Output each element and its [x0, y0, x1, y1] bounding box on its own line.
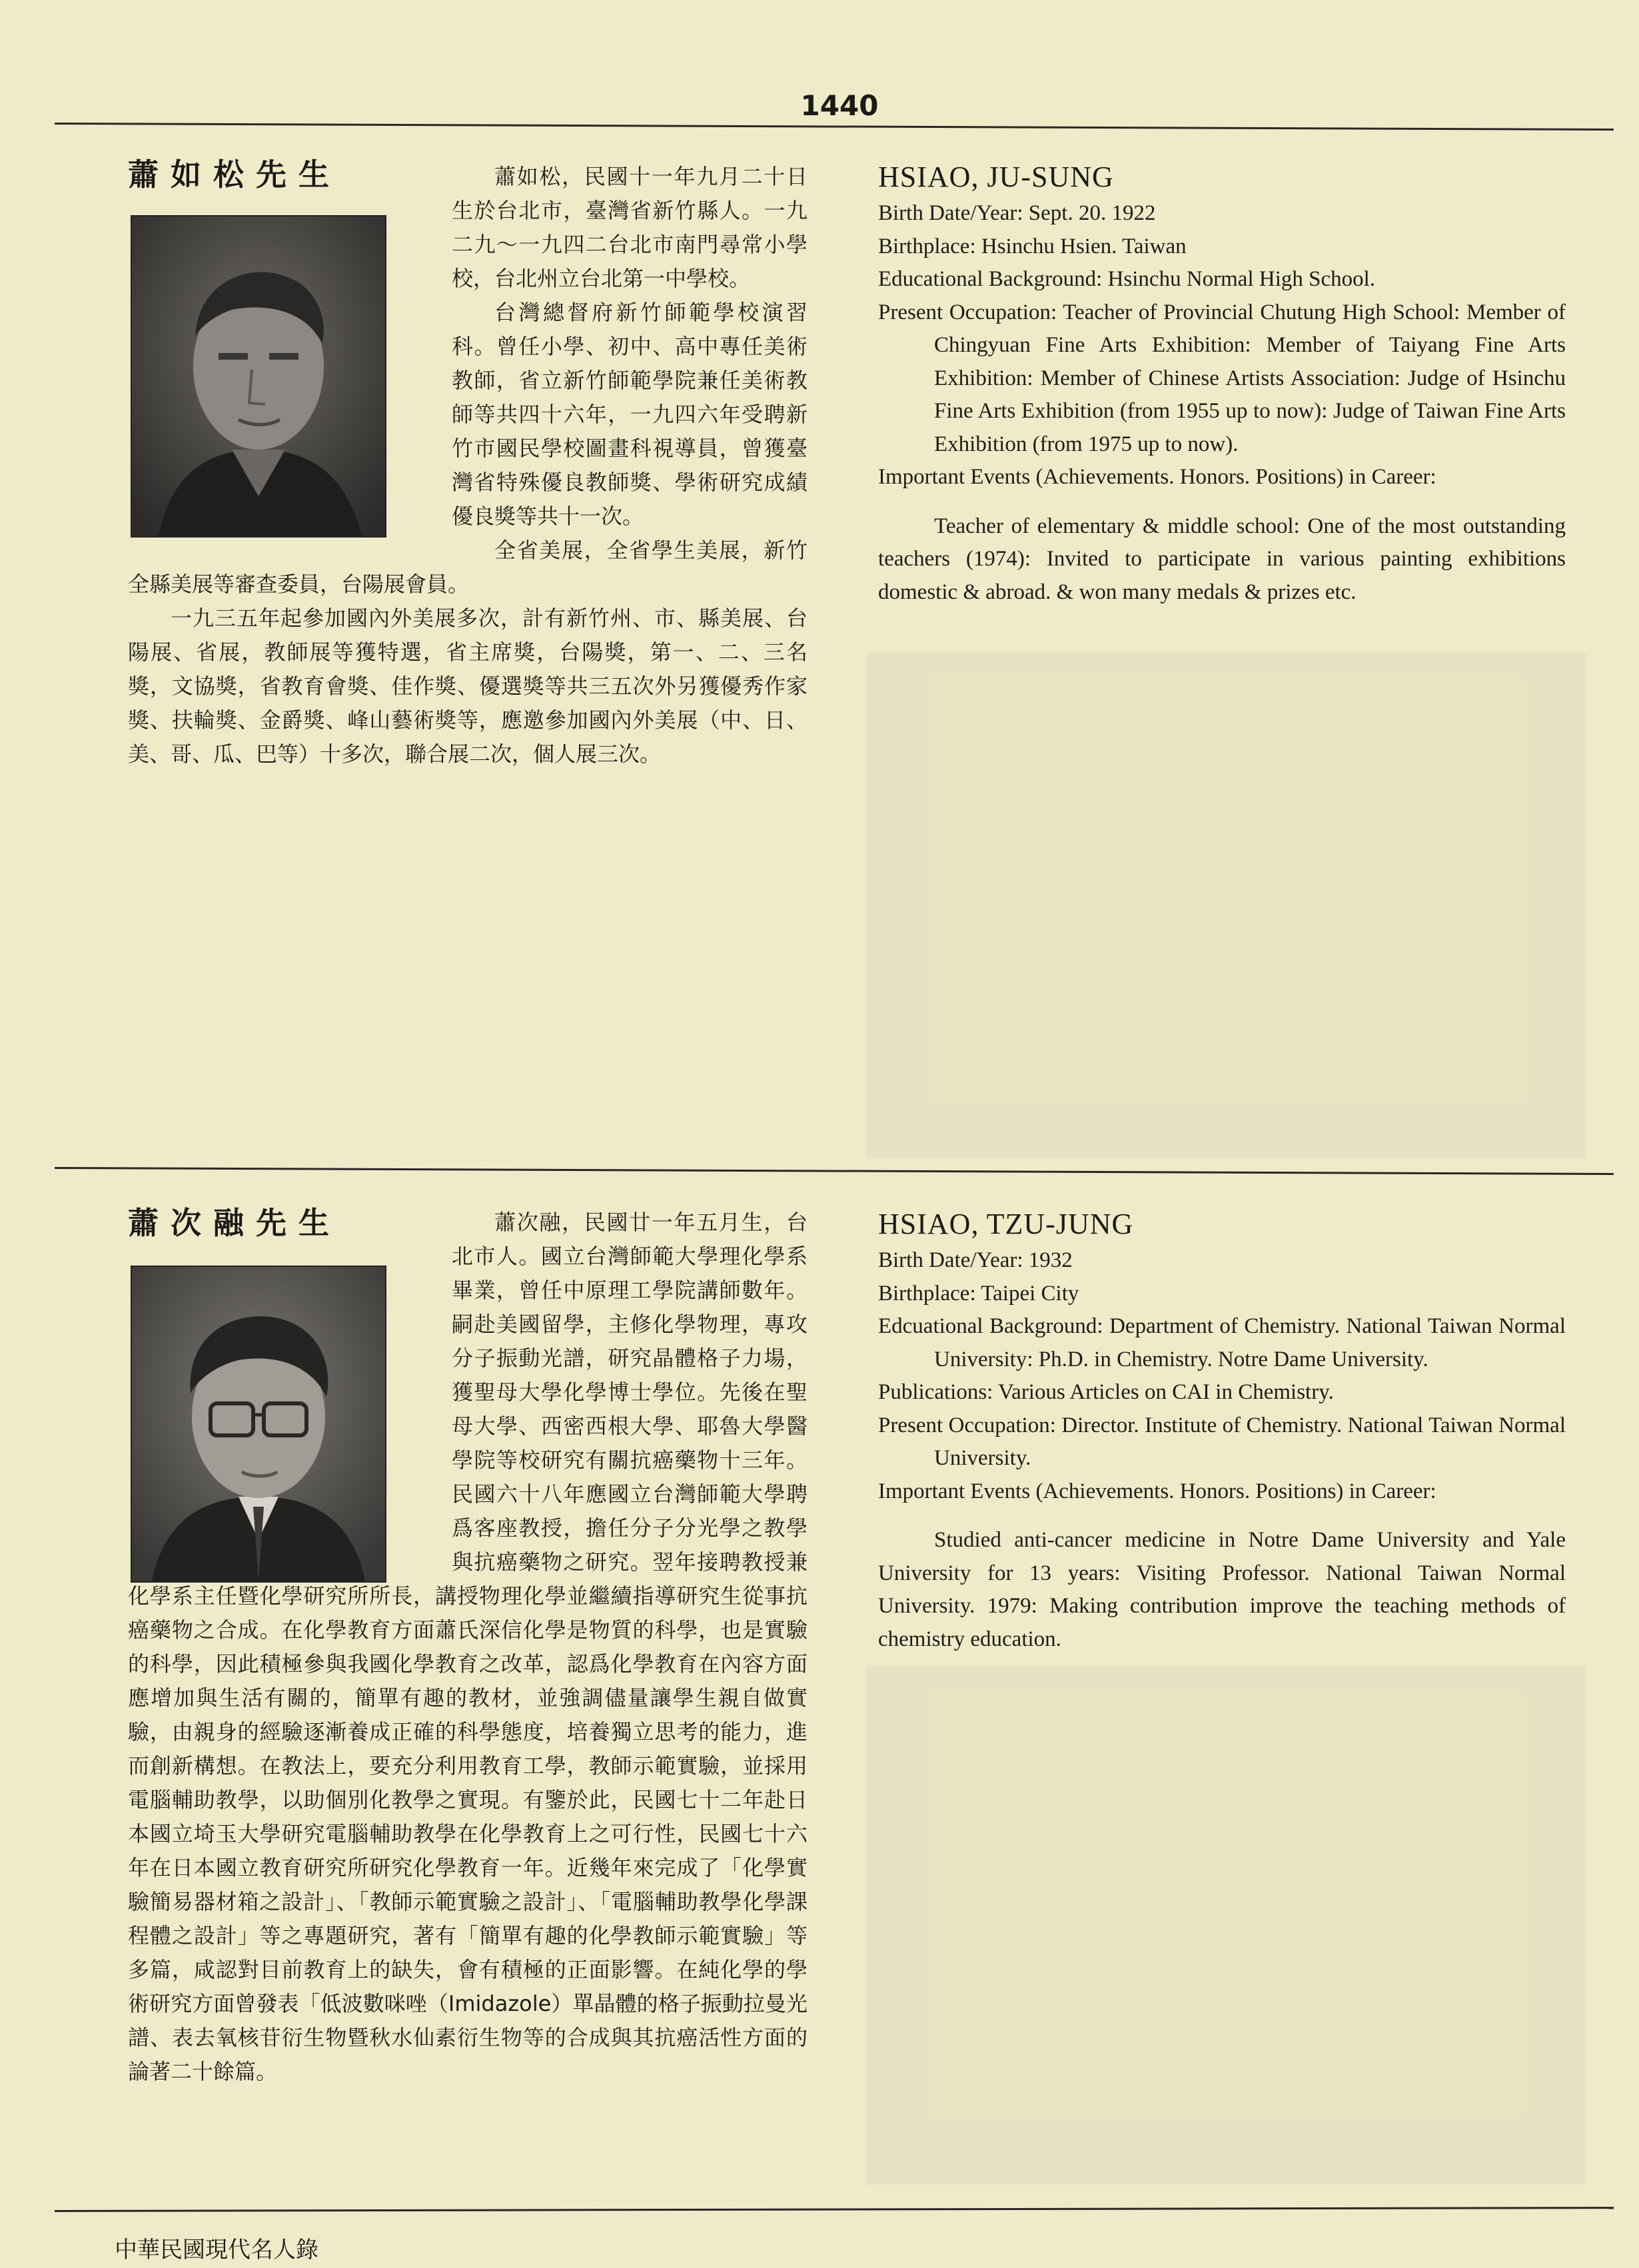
chinese-biography: [128, 160, 808, 771]
english-name: HSIAO, JU-SUNG: [878, 161, 1114, 193]
field-birth-date: [878, 1244, 1566, 1278]
bio-paragraph: 蕭如松，民國十一年九月二十日生於台北市，臺灣省新竹縣人。一九二九～一九四二台北市南門尋常小學校，台北州立台北第一中學校。: [452, 164, 808, 291]
photo-spacer: [128, 160, 452, 540]
field-label: Important Events (Achievements. Honors. Positions) in Career:: [878, 465, 1436, 489]
bio-paragraph: 台灣總督府新竹師範學校演習科。曾任小學、初中、高中專任美術教師，省立新竹師範學院兼任美術教師等共四十六年，一九四六年受聘新竹市國民學校圖畫科視導員，曾獲臺灣省特殊優良教師獎、學術研究成績優良獎等共十一次。: [452, 300, 808, 529]
field-value: Hsinchu Hsien. Taiwan: [981, 234, 1187, 258]
chinese-name: 蕭如松先生: [128, 157, 341, 192]
english-name: HSIAO, TZU-JUNG: [878, 1208, 1134, 1240]
english-biography: [878, 1204, 1566, 1656]
field-label: Edcuational Background:: [878, 1314, 1103, 1338]
bleed-through-shadow: [866, 1665, 1586, 2185]
chinese-biography: [128, 1206, 808, 2089]
field-birthplace: [878, 1278, 1566, 1311]
field-value: Various Articles on CAI in Chemistry.: [998, 1380, 1334, 1404]
chinese-name: 蕭次融先生: [128, 1205, 341, 1241]
field-education: [878, 263, 1566, 296]
field-important-events: [878, 1475, 1566, 1509]
page-number: 1440: [800, 89, 879, 122]
field-value: Sept. 20. 1922: [1028, 201, 1156, 225]
field-important-events: [878, 461, 1566, 494]
field-label: Birthplace:: [878, 234, 976, 258]
english-biography: [878, 157, 1566, 609]
bottom-rule: [55, 2207, 1614, 2212]
field-birthplace: [878, 230, 1566, 264]
bio-paragraph: 一九三五年起參加國內外美展多次，計有新竹州、市、縣美展、台陽展、省展，教師展等獲特選，省主席獎，台陽獎，第一、二、三名獎，文協獎，省教育會獎、佳作獎、優選獎等共三五次外另獲優秀作家獎、扶輪獎、金爵獎、峰山藝術獎等，應邀參加國內外美展（中、日、美、哥、瓜、巴等）十多次，聯合展二次，個人展三次。: [128, 605, 808, 767]
field-label: Publications:: [878, 1380, 993, 1404]
field-value: Taipei City: [981, 1281, 1079, 1306]
field-label: Birth Date/Year:: [878, 201, 1023, 225]
field-label: Important Events (Achievements. Honors. Positions) in Career:: [878, 1479, 1436, 1503]
field-label: Present Occupation:: [878, 300, 1057, 324]
field-label: Birthplace:: [878, 1281, 976, 1306]
field-label: Educational Background:: [878, 267, 1103, 291]
field-label: Present Occupation:: [878, 1413, 1056, 1437]
bio-paragraph: 蕭次融，民國廿一年五月生，台北市人。國立台灣師範大學理化學系畢業，曾任中原理工學院講師數年。嗣赴美國留學，主修化學物理，專攻分子振動光譜，研究晶體格子力場，獲聖母大學化學博士學位。先後在聖母大學、西密西根大學、耶魯大學醫學院等校研究有關抗癌藥物十三年。民國六十八年應國立台灣師範大學聘爲客座教授，擔任分子分光學之教學與抗癌藥物之研究。翌年接聘教授兼化學系主任暨化學研究所所長，講授物理化學並繼續指導研究生從事抗癌藥物之合成。在化學教育方面蕭氏深信化學是物質的科學，也是實驗的科學，因此積極參與我國化學教育之改革，認爲化學教育在內容方面應增加與生活有關的，簡單有趣的教材，並強調儘量讓學生親自做實驗，由親身的經驗逐漸養成正確的科學態度，培養獨立思考的能力，進而創新構想。在教法上，要充分利用教育工學，教師示範實驗，並採用電腦輔助教學，以助個別化教學之實現。有鑒於此，民國七十二年赴日本國立埼玉大學研究電腦輔助教學在化學教育上之可行性，民國七十六年在日本國立教育研究所研究化學教育一年。近幾年來完成了「化學實驗簡易器材箱之設計」、「教師示範實驗之設計」、「電腦輔助教學化學課程體之設計」等之專題研究，著有「簡單有趣的化學教師示範實驗」等多篇，咸認對目前教育上的缺失，會有積極的正面影響。在純化學的學術研究方面曾發表「低波數咪唑（Imidazole）單晶體的格子振動拉曼光譜、表去氧核苷衍生物暨秋水仙素衍生物等的合成與其抗癌活性方面的論著二十餘篇。: [128, 1210, 808, 2084]
field-value: Director. Institute of Chemistry. National Taiwan Normal University.: [934, 1413, 1566, 1470]
career-text: Studied anti-cancer medicine in Notre Dame University and Yale University for 13 years: Visiting Professor. National Taiwan Normal University. 1979: Making contribution improve the teaching methods of chemistry education.: [878, 1528, 1566, 1651]
footer-book-title: 中華民國現代名人錄: [115, 2237, 318, 2263]
section-divider: [55, 1167, 1614, 1175]
field-birth-date: [878, 197, 1566, 230]
field-occupation: [878, 1409, 1566, 1475]
field-occupation: [878, 296, 1566, 462]
field-value: Hsinchu Normal High School.: [1107, 267, 1376, 291]
field-publications: [878, 1376, 1566, 1409]
field-label: Birth Date/Year:: [878, 1248, 1023, 1272]
top-rule: [55, 123, 1614, 131]
bio-paragraph: 全省美展，全省學生美展，新竹全縣美展等審查委員，台陽展會員。: [128, 538, 808, 597]
career-text: Teacher of elementary & middle school: One of the most outstanding teachers (1974): Invited to participate in various painting exhibitions domestic & abroad. & won many medals & prizes etc.: [878, 514, 1566, 604]
field-value: Teacher of Provincial Chutung High School: Member of Chingyuan Fine Arts Exhibition: Member of Taiyang Fine Arts Exhibition: Member of Chinese Artists Association: Judge of Hsinchu Fine Arts Exhibition (from 1955 up to now): Judge of Taiwan Fine Arts Exhibition (from 1975 up to now).: [934, 300, 1566, 456]
photo-spacer: [128, 1206, 452, 1575]
field-education: [878, 1310, 1566, 1376]
field-value: 1932: [1028, 1248, 1073, 1272]
bleed-through-shadow: [866, 653, 1586, 1159]
field-value: Department of Chemistry. National Taiwan Normal University: Ph.D. in Chemistry. Notre Dame University.: [934, 1314, 1566, 1371]
